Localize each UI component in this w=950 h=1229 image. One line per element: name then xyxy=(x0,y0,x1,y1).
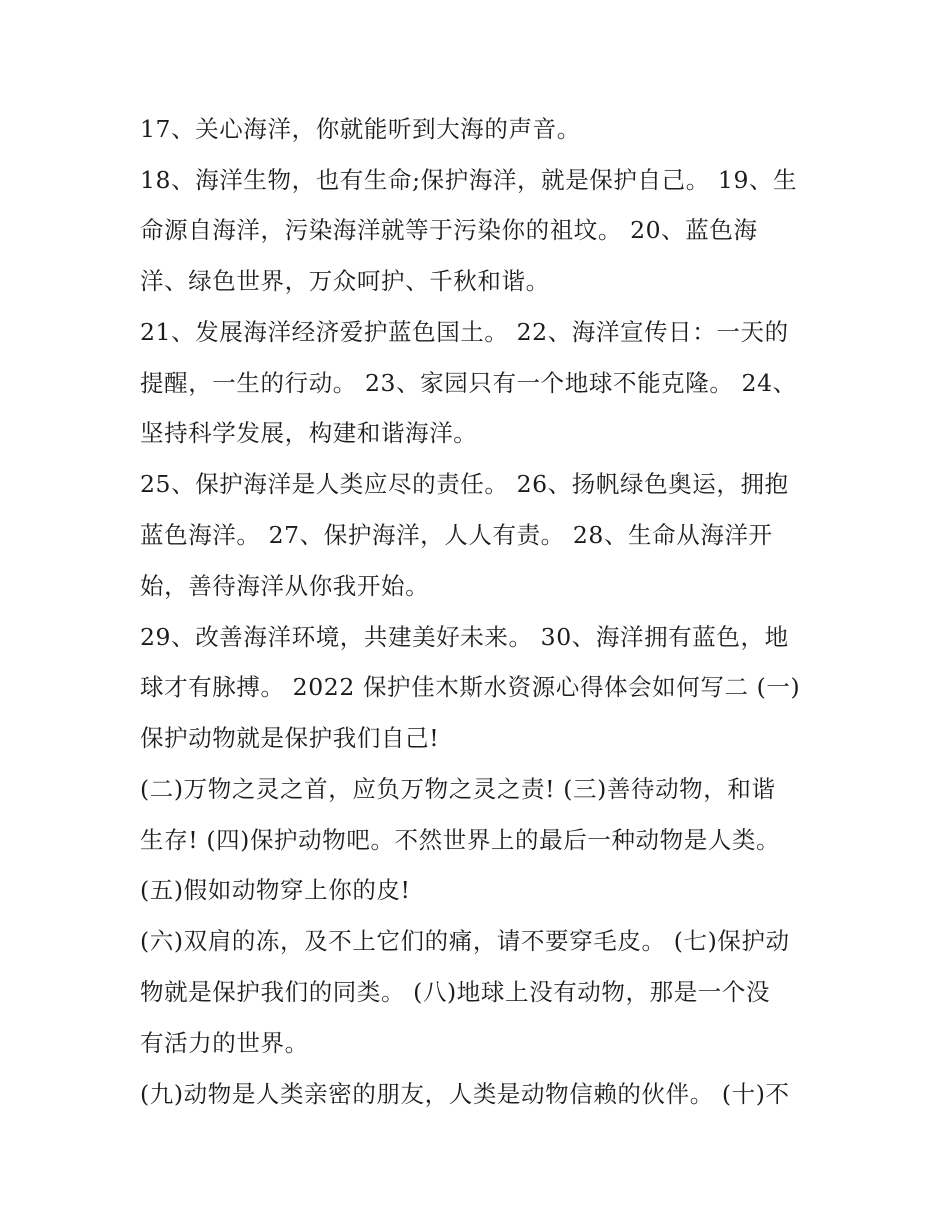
text-line: 保护动物就是保护我们自己! xyxy=(140,724,440,752)
text-line: 17、关心海洋，你就能听到大海的声音。 xyxy=(140,115,581,143)
text-line: 提醒，一生的行动。 23、家园只有一个地球不能克隆。 24、 xyxy=(140,369,797,397)
text-line: 生存! (四)保护动物吧。不然世界上的最后一种动物是人类。 xyxy=(140,826,781,854)
text-line: (二)万物之灵之首，应负万物之灵之责! (三)善待动物，和谐 xyxy=(140,775,776,803)
text-line: 29、改善海洋环境，共建美好未来。 30、海洋拥有蓝色，地 xyxy=(140,623,789,651)
text-line: 球才有脉搏。 2022 保护佳木斯水资源心得体会如何写二 (一) xyxy=(140,673,801,701)
text-line: 25、保护海洋是人类应尽的责任。 26、扬帆绿色奥运，拥抱 xyxy=(140,470,789,498)
text-line: 18、海洋生物，也有生命;保护海洋，就是保护自己。 19、生 xyxy=(140,166,798,194)
text-line: 蓝色海洋。 27、保护海洋，人人有责。 28、生命从海洋开 xyxy=(140,521,773,549)
text-line: 始，善待海洋从你我开始。 xyxy=(140,572,430,600)
text-line: 物就是保护我们的同类。 (八)地球上没有动物，那是一个没 xyxy=(140,978,771,1006)
text-line: 命源自海洋，污染海洋就等于污染你的祖坟。 20、蓝色海 xyxy=(140,216,758,244)
text-line: (五)假如动物穿上你的皮! xyxy=(140,876,411,904)
text-line: 有活力的世界。 xyxy=(140,1029,309,1057)
text-line: (六)双肩的冻，及不上它们的痛，请不要穿毛皮。 (七)保护动 xyxy=(140,927,790,955)
text-line: 21、发展海洋经济爱护蓝色国土。 22、海洋宣传日：一天的 xyxy=(140,318,789,346)
text-line: 洋、绿色世界，万众呵护、千秋和谐。 xyxy=(140,267,550,295)
text-line: (九)动物是人类亲密的朋友，人类是动物信赖的伙伴。 (十)不 xyxy=(140,1080,790,1108)
text-line: 坚持科学发展，构建和谐海洋。 xyxy=(140,419,478,447)
